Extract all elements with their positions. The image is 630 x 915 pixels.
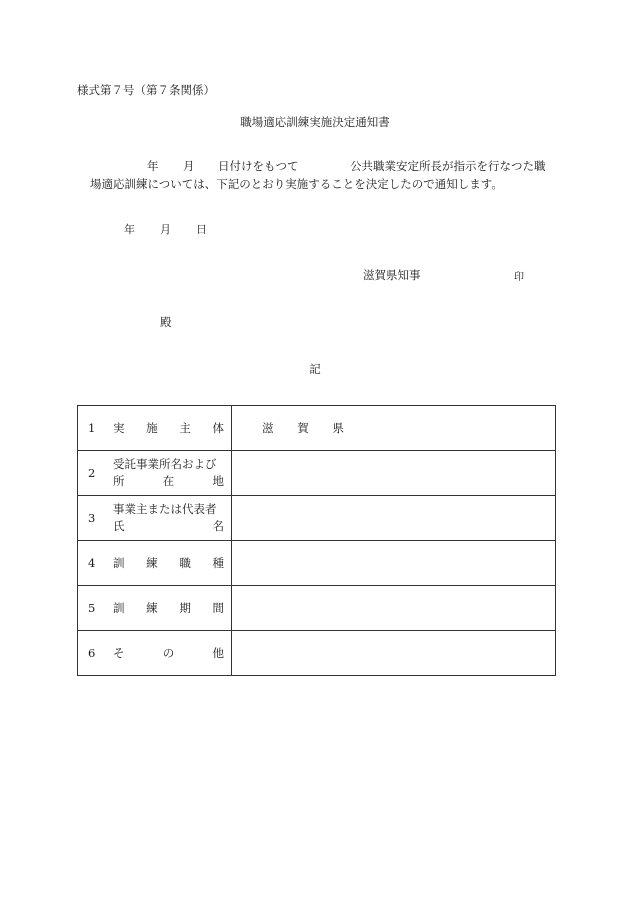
row-number: 3 (88, 511, 96, 525)
row-label (113, 456, 224, 490)
body-month: 月 (183, 159, 195, 173)
ki-heading: 記 (309, 362, 321, 376)
value-cell (232, 451, 556, 496)
value-char: 滋 (262, 421, 274, 435)
label-char: 体 (212, 421, 224, 435)
label-char: 訓 (113, 601, 125, 615)
value-cell (232, 406, 556, 451)
value-cell (232, 586, 556, 631)
seal-mark: 印 (514, 272, 524, 283)
label-line-2 (113, 473, 224, 490)
label-char: 職 (179, 556, 191, 570)
label-cell (78, 451, 232, 496)
body-line-2: 場適応訓練については、下記のとおり実施することを決定したので通知します。 (90, 177, 503, 191)
label-char: 在 (162, 474, 175, 488)
label-char: 練 (146, 601, 158, 615)
label-cell (78, 631, 232, 676)
row-label (113, 600, 224, 616)
issue-month: 月 (160, 223, 171, 236)
row-label (113, 420, 224, 436)
document-title: 職場適応訓練実施決定通知書 (240, 115, 390, 129)
label-line-2 (113, 518, 224, 535)
value-cell (232, 631, 556, 676)
row-number: 6 (88, 646, 96, 660)
label-char: 地 (212, 474, 224, 488)
value-cell (232, 496, 556, 541)
table-row (78, 631, 556, 676)
label-char: 名 (212, 519, 224, 533)
form-number: 様式第７号（第７条関係） (77, 83, 215, 97)
addressee-honorific: 殿 (160, 315, 172, 329)
table-row (78, 406, 556, 451)
row-value (262, 420, 344, 436)
issue-day: 日 (196, 223, 207, 236)
table-row (78, 451, 556, 496)
issue-year: 年 (124, 223, 135, 236)
row-label (113, 555, 224, 571)
body-line1-text: 公共職業安定所長が指示を行なつた職 (350, 159, 546, 173)
label-char: 間 (212, 601, 224, 615)
label-char: 施 (146, 421, 158, 435)
row-label (113, 501, 224, 535)
label-char: そ (113, 646, 125, 660)
label-char: 種 (212, 556, 224, 570)
label-char: 主 (179, 421, 191, 435)
label-cell (78, 586, 232, 631)
label-line-1: 受託事業所名および (113, 457, 217, 471)
row-number: 1 (88, 421, 96, 435)
table-row (78, 586, 556, 631)
label-char: 他 (212, 646, 224, 660)
label-char: 実 (113, 421, 125, 435)
label-cell (78, 406, 232, 451)
label-char: 氏 (113, 519, 125, 533)
row-number: 2 (88, 466, 96, 480)
table-row (78, 496, 556, 541)
label-char: 期 (179, 601, 191, 615)
detail-table (77, 405, 556, 676)
body-year: 年 (147, 159, 159, 173)
row-number: 5 (88, 601, 96, 615)
value-cell (232, 541, 556, 586)
label-char: 練 (146, 556, 158, 570)
row-number: 4 (88, 556, 96, 570)
row-label (113, 645, 224, 661)
label-char: の (162, 646, 175, 660)
label-cell (78, 541, 232, 586)
label-line-1: 事業主または代表者 (113, 502, 217, 516)
value-char: 県 (332, 421, 344, 435)
label-char: 所 (113, 474, 125, 488)
body-day-text: 日付けをもつて (218, 159, 299, 173)
value-char: 賀 (297, 421, 309, 435)
label-char: 訓 (113, 556, 125, 570)
label-cell (78, 496, 232, 541)
issuer-name: 滋賀県知事 (363, 268, 421, 282)
table-row (78, 541, 556, 586)
